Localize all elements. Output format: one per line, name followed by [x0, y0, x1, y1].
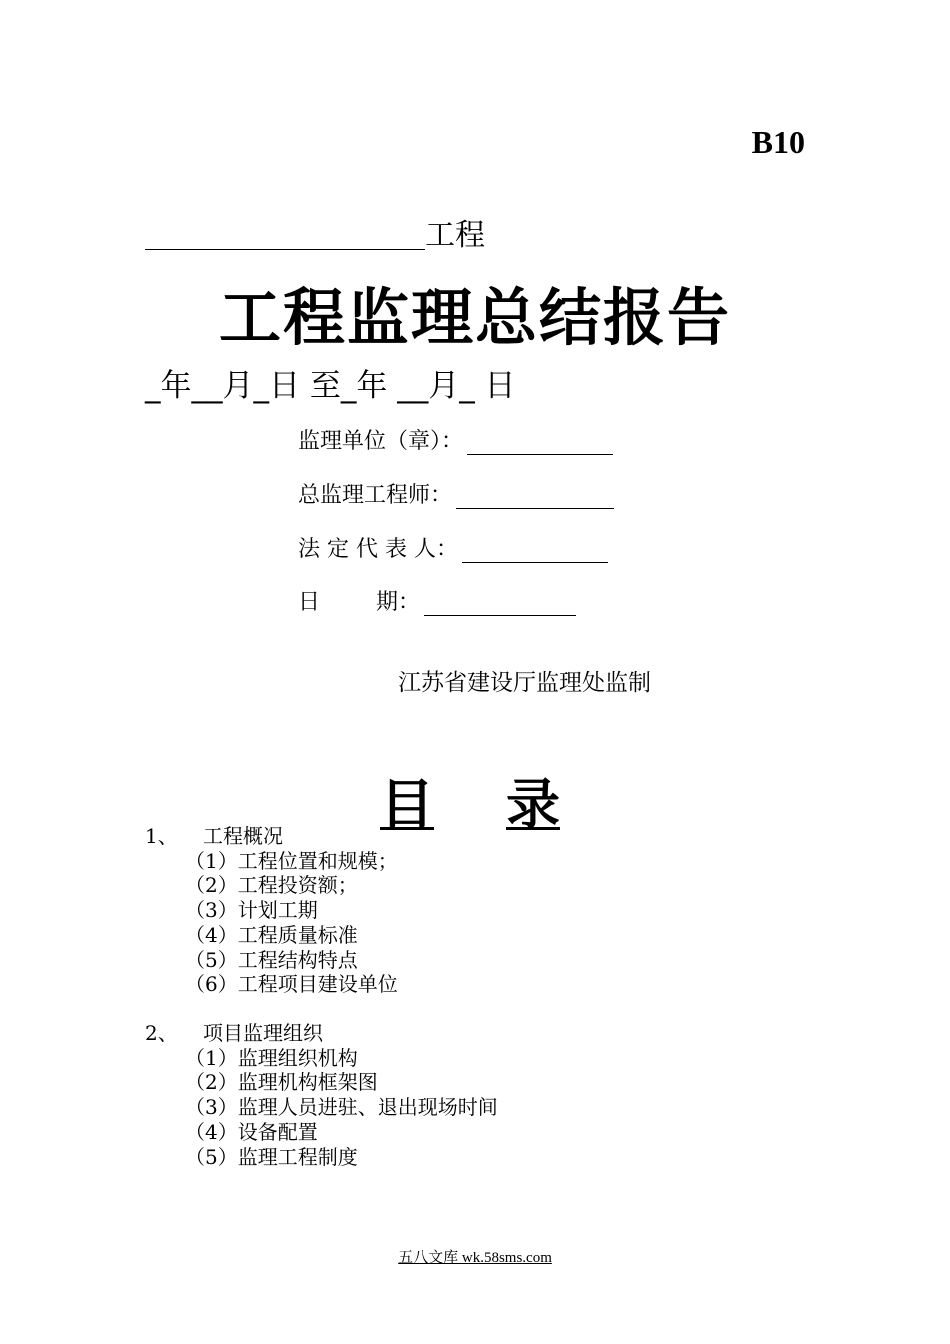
toc-item: （5）监理工程制度	[185, 1144, 358, 1169]
toc-section-heading	[145, 824, 398, 849]
toc-item: （4）设备配置	[185, 1119, 318, 1144]
toc-section-1	[145, 824, 398, 997]
main-title: 工程监理总结报告	[218, 281, 731, 354]
signature-blank	[462, 538, 608, 563]
toc-section-number: 2、	[145, 1021, 178, 1045]
toc-section-number: 1、	[145, 824, 178, 848]
toc-title-right: 录	[506, 773, 560, 836]
toc-item: （2）工程投资额；	[185, 873, 358, 898]
date-range: _年__月_日 至_年 __月_ 日	[145, 368, 516, 404]
document-code: B10	[751, 124, 805, 160]
project-name-blank	[145, 217, 425, 250]
toc-section-title: 工程概况	[203, 824, 283, 848]
toc-section-heading	[145, 1021, 498, 1046]
signature-row-chief-engineer	[298, 478, 614, 509]
toc-title	[380, 762, 560, 839]
toc-item: （1）监理组织机构	[185, 1045, 358, 1070]
toc-item: （5）工程结构特点	[185, 947, 358, 972]
toc-section-2	[145, 1021, 498, 1169]
toc-item: （3）计划工期	[185, 898, 318, 923]
signature-row-legal-rep	[298, 532, 608, 563]
toc-item: （1）工程位置和规模；	[185, 848, 398, 873]
toc-item: （4）工程质量标准	[185, 922, 358, 947]
signature-blank	[467, 430, 613, 455]
signature-blank	[456, 484, 614, 509]
issuer: 江苏省建设厅监理处监制	[398, 670, 651, 696]
toc-section-title: 项目监理组织	[203, 1021, 323, 1045]
toc-item: （2）监理机构框架图	[185, 1070, 378, 1095]
signature-row-unit	[298, 424, 613, 455]
signature-label: 监理单位（章）：	[298, 429, 464, 454]
project-suffix: 工程	[425, 218, 485, 253]
toc-title-left: 目	[380, 773, 434, 836]
signature-label: 总监理工程师：	[298, 483, 453, 508]
signature-label: 日 期：	[298, 590, 420, 615]
project-name-line	[145, 210, 485, 254]
signature-label: 法 定 代 表 人：	[298, 537, 458, 562]
footer-link[interactable]: 五八文库 wk.58sms.com	[398, 1250, 552, 1266]
toc-item: （6）工程项目建设单位	[185, 972, 398, 997]
signature-row-date	[298, 585, 576, 616]
signature-blank	[424, 591, 576, 616]
toc-item: （3）监理人员进驻、退出现场时间	[185, 1095, 498, 1120]
